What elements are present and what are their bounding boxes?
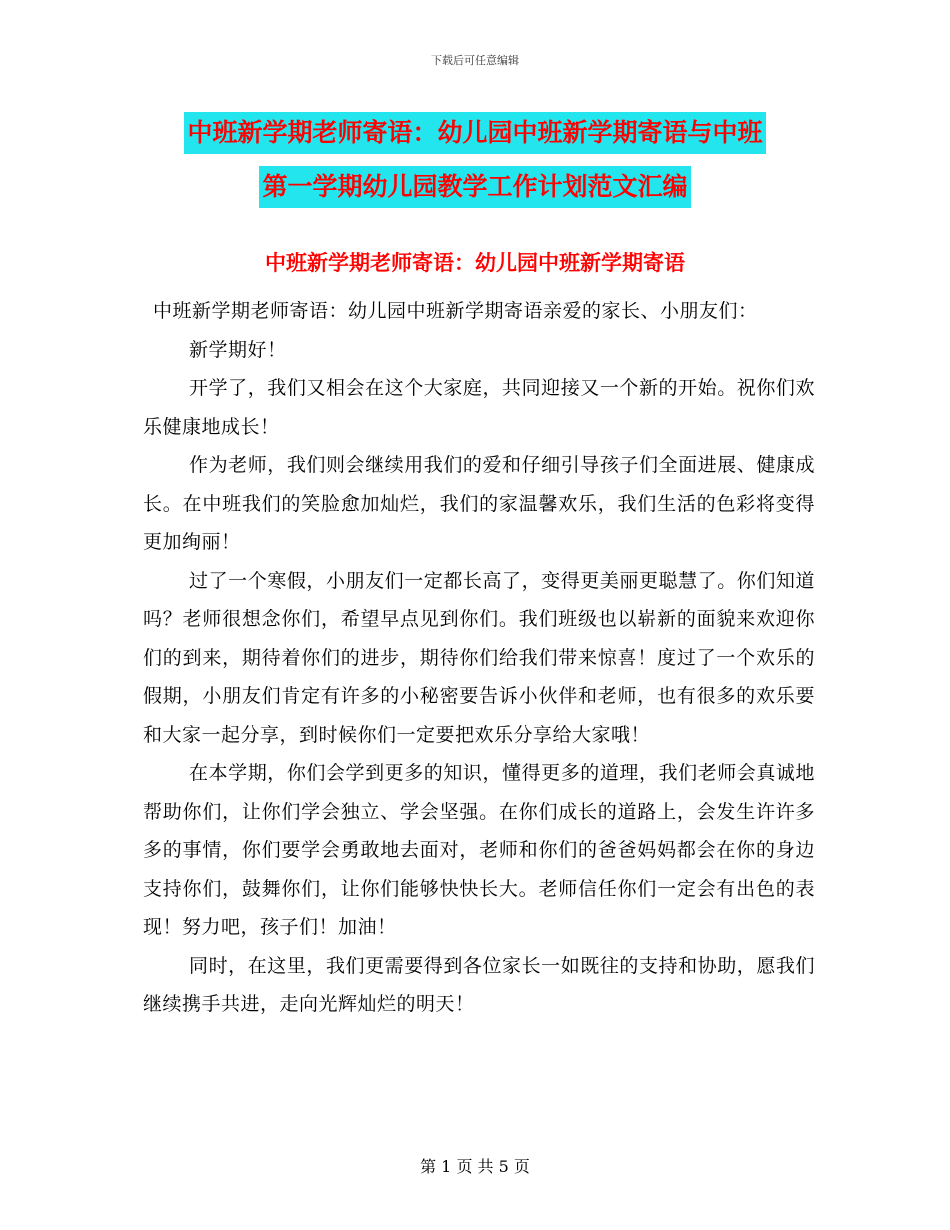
paragraph: 在本学期，你们会学到更多的知识，懂得更多的道理，我们老师会真诚地帮助你们，让你们学会独立、学会坚强。在你们成长的道路上，会发生许许多多的事情，你们要学会勇敢地去面对，老师和你们的爸爸妈妈都会在你的身边支持你们，鼓舞你们，让你们能够快快长大。老师信任你们一定会有出色的表现！努力吧，孩子们！加油！ <box>143 762 815 938</box>
page-number: 第 1 页 共 5 页 <box>420 1157 530 1176</box>
paragraph: 开学了，我们又相会在这个大家庭，共同迎接又一个新的开始。祝你们欢乐健康地成长！ <box>143 377 815 438</box>
body-text <box>143 292 815 1024</box>
section-title: 中班新学期老师寄语：幼儿园中班新学期寄语 <box>265 251 685 275</box>
paragraph: 作为老师，我们则会继续用我们的爱和仔细引导孩子们全面进展、健康成长。在中班我们的笑脸愈加灿烂，我们的家温馨欢乐，我们生活的色彩将变得更加绚丽！ <box>143 454 815 553</box>
paragraph-greeting: 中班新学期老师寄语：幼儿园中班新学期寄语亲爱的家长、小朋友们： <box>153 300 758 322</box>
document-title-line-1: 中班新学期老师寄语：幼儿园中班新学期寄语与中班 <box>184 112 765 154</box>
document-title <box>0 108 950 216</box>
paragraph: 新学期好！ <box>189 338 287 361</box>
header-note: 下载后可任意编辑 <box>431 54 519 67</box>
paragraph: 同时，在这里，我们更需要得到各位家长一如既往的支持和协助，愿我们继续携手共进，走向光辉灿烂的明天！ <box>143 954 815 1015</box>
document-title-line-2: 第一学期幼儿园教学工作计划范文汇编 <box>259 166 690 208</box>
paragraph: 过了一个寒假，小朋友们一定都长高了，变得更美丽更聪慧了。你们知道吗？老师很想念你们，希望早点见到你们。我们班级也以崭新的面貌来欢迎你们的到来，期待着你们的进步，期待你们给我们带来惊喜！度过了一个欢乐的假期，小朋友们肯定有许多的小秘密要告诉小伙伴和老师，也有很多的欢乐要和大家一起分享，到时候你们一定要把欢乐分享给大家哦！ <box>143 569 815 746</box>
